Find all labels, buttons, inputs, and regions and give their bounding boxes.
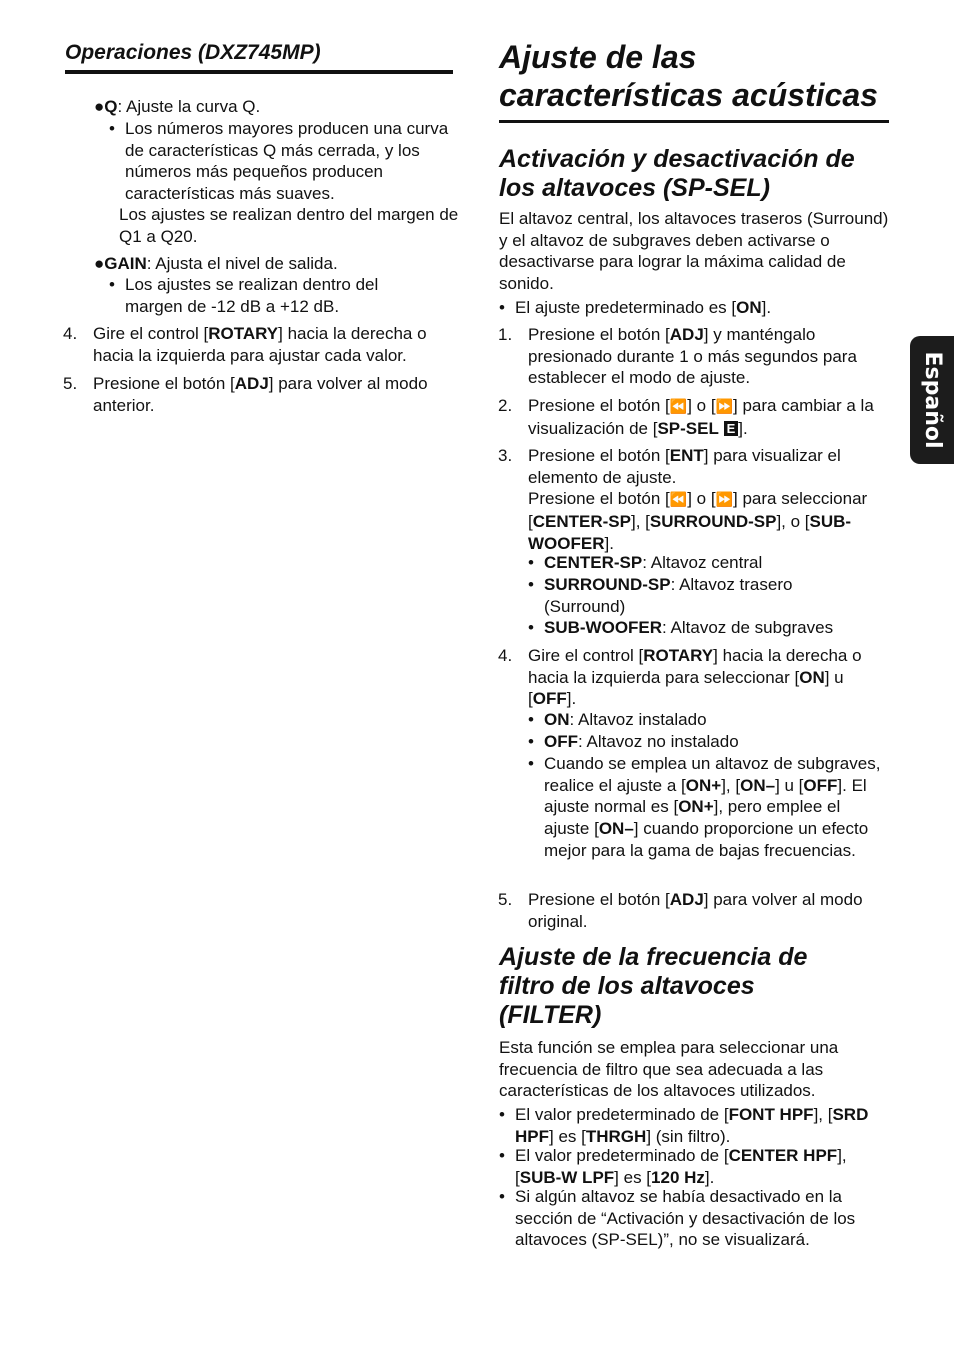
filter-bullet-1: • El valor predeterminado de [FONT HPF], [SRD HPF] es [THRGH] (sin filtro). (515, 1104, 891, 1147)
page-title: Ajuste de las características acústicas (499, 38, 889, 123)
default-note: • El ajuste predeterminado es [ON]. (515, 297, 891, 319)
step-2: 2. Presione el botón [⏪] o [⏩] para cambiar a la visualización de [SP-SEL E ]. (498, 396, 874, 438)
step-3: 3. Presione el botón [ENT] para visualizar el elemento de ajuste. Presione el botón [⏪] o [⏩] para seleccionar [CENTER-SP], [SURROUND-SP], o [SUB-WOOFER]. (498, 446, 868, 553)
step-number: 1. (498, 325, 513, 344)
step-number: 5. (498, 890, 513, 909)
step-number: 3. (498, 446, 513, 465)
q-label: Q (104, 97, 118, 116)
e-badge-icon: E (724, 421, 739, 436)
step-5: 5. Presione el botón [ADJ] para volver al modo original. (498, 890, 863, 931)
language-tab (910, 336, 954, 464)
bullet-sub-woofer: • SUB-WOOFER: Altavoz de subgraves (544, 617, 890, 639)
q-bullet: • Los números mayores producen una curva de características Q más cerrada, y los números más pequeños producen características más suaves. (125, 118, 455, 205)
filled-circle-icon: ● (94, 254, 105, 273)
language-label: Español (919, 351, 945, 449)
left-step-4: 4. Gire el control [ROTARY] hacia la derecha o hacia la izquierda para ajustar cada valor. (63, 324, 427, 365)
sp-sel-title: Activación y desactivación de los altavoces (SP-SEL) (499, 145, 855, 202)
step-4: 4. Gire el control [ROTARY] hacia la derecha o hacia la izquierda para seleccionar [ON] u [OFF]. (498, 646, 862, 709)
filled-circle-icon: ● (94, 97, 105, 116)
step-number: 5. (63, 374, 78, 393)
bullet-center-sp: • CENTER-SP: Altavoz central (544, 552, 890, 574)
bullet-off: • OFF: Altavoz no instalado (544, 731, 890, 753)
step-number: 4. (498, 646, 513, 665)
section-header: Operaciones (DXZ745MP) (65, 40, 453, 74)
gain-text: : Ajusta el nivel de salida. (146, 254, 338, 273)
double-left-arrow-icon: ⏪ (669, 491, 688, 508)
sp-sel-intro: El altavoz central, los altavoces traseros (Surround) y el altavoz de subgraves deben activarse o desactivarse para lograr la máxima calidad de sonido. (499, 209, 889, 294)
q-text: : Ajuste la curva Q. (117, 97, 261, 116)
filter-bullet-3: • Si algún altavoz se había desactivado en la sección de “Activación y desactivación de los altavoces (SP-SEL)”, no se visualizará. (515, 1186, 891, 1251)
filter-bullet-2: • El valor predeterminado de [CENTER HPF], [SUB-W LPF] es [120 Hz]. (515, 1145, 891, 1188)
step-1: 1. Presione el botón [ADJ] y manténgalo presionado durante 1 o más segundos para establecer el modo de ajuste. (498, 325, 857, 388)
left-step-5: 5. Presione el botón [ADJ] para volver al modo anterior. (63, 374, 428, 415)
gain-label: GAIN (104, 254, 147, 273)
filter-title: Ajuste de la frecuencia de filtro de los altavoces (FILTER) (499, 943, 808, 1029)
q-item (94, 96, 459, 118)
filter-intro: Esta función se emplea para seleccionar una frecuencia de filtro que sea adecuada a las características de los altavoces utilizados. (499, 1038, 839, 1101)
gain-bullet: • Los ajustes se realizan dentro del margen de -12 dB a +12 dB. (125, 274, 425, 317)
gain-item (94, 253, 459, 275)
step-number: 2. (498, 396, 513, 415)
double-right-arrow-icon: ⏩ (715, 491, 733, 508)
double-left-arrow-icon: ⏪ (669, 398, 688, 414)
bullet-on: • ON: Altavoz instalado (544, 709, 890, 731)
q-range: Los ajustes se realizan dentro del margen de Q1 a Q20. (119, 205, 459, 246)
step-number: 4. (63, 324, 78, 343)
bullet-subwoofer-note: • Cuando se emplea un altavoz de subgraves, realice el ajuste a [ON+], [ON–] u [OFF]. El ajuste normal es [ON+], pero emplee el ajuste [ON–] cuando proporcione un efecto mejor para la gama de bajas frecuencias. (544, 753, 890, 862)
double-right-arrow-icon: ⏩ (715, 398, 733, 414)
bullet-surround-sp: • SURROUND-SP: Altavoz trasero (Surround) (544, 574, 834, 617)
